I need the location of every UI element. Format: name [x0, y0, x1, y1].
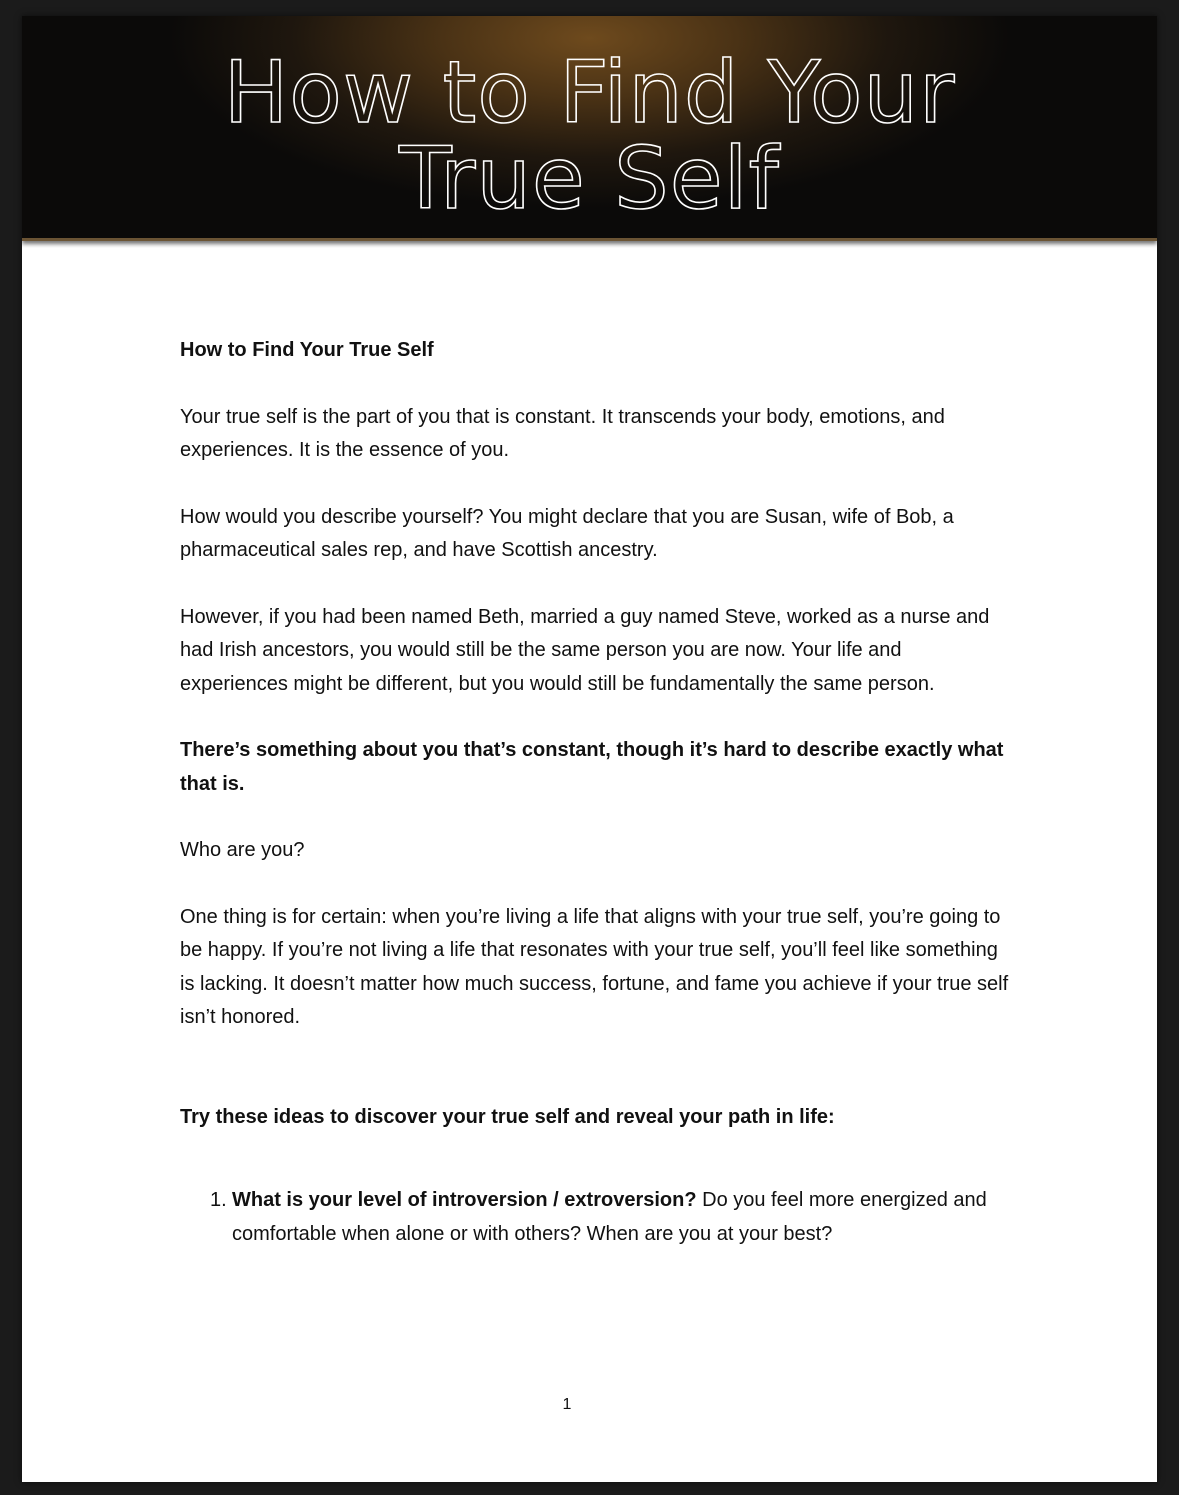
paragraph-2: How would you describe yourself? You might declare that you are Susan, wife of Bob, a pharmaceutical sales rep, and have Scottish ancestry.	[180, 505, 954, 561]
page-number: 1	[562, 1396, 572, 1413]
paragraph-1: Your true self is the part of you that is constant. It transcends your body, emotions, and experiences. It is the essence of you.	[180, 405, 945, 461]
banner-title-line-1: How to Find Your	[223, 43, 956, 143]
document-page	[22, 16, 1157, 1482]
title-banner	[22, 16, 1157, 241]
list-item-number: 1.	[210, 1189, 227, 1211]
document-body	[180, 334, 1010, 1251]
paragraph-4-bold: There’s something about you that’s constant, though it’s hard to describe exactly what that is.	[180, 739, 1004, 795]
paragraph-5: Who are you?	[180, 839, 305, 861]
list-item-bold: What is your level of introversion / extroversion?	[232, 1189, 697, 1211]
list-item	[180, 1184, 1010, 1251]
banner-title-line-2: True Self	[399, 129, 780, 229]
document-heading: How to Find Your True Self	[180, 339, 434, 361]
paragraph-3: However, if you had been named Beth, married a guy named Steve, worked as a nurse and had Irish ancestors, you would still be the same person you are now. Your life and experiences might be different, but you would still be fundamentally the same person.	[180, 605, 990, 695]
paragraph-6: One thing is for certain: when you’re living a life that aligns with your true self, you’re going to be happy. If you’re not living a life that resonates with your true self, you’ll feel like something is lacking. It doesn’t matter how much success, fortune, and fame you achieve if your true self isn’t honored.	[180, 905, 1009, 1028]
ideas-list	[180, 1184, 1010, 1251]
list-item-text: Do you feel more energized and comfortable when alone or with others? When are you at your best?	[232, 1189, 987, 1245]
banner-title	[22, 43, 1157, 229]
ideas-intro: Try these ideas to discover your true self and reveal your path in life:	[180, 1105, 835, 1128]
